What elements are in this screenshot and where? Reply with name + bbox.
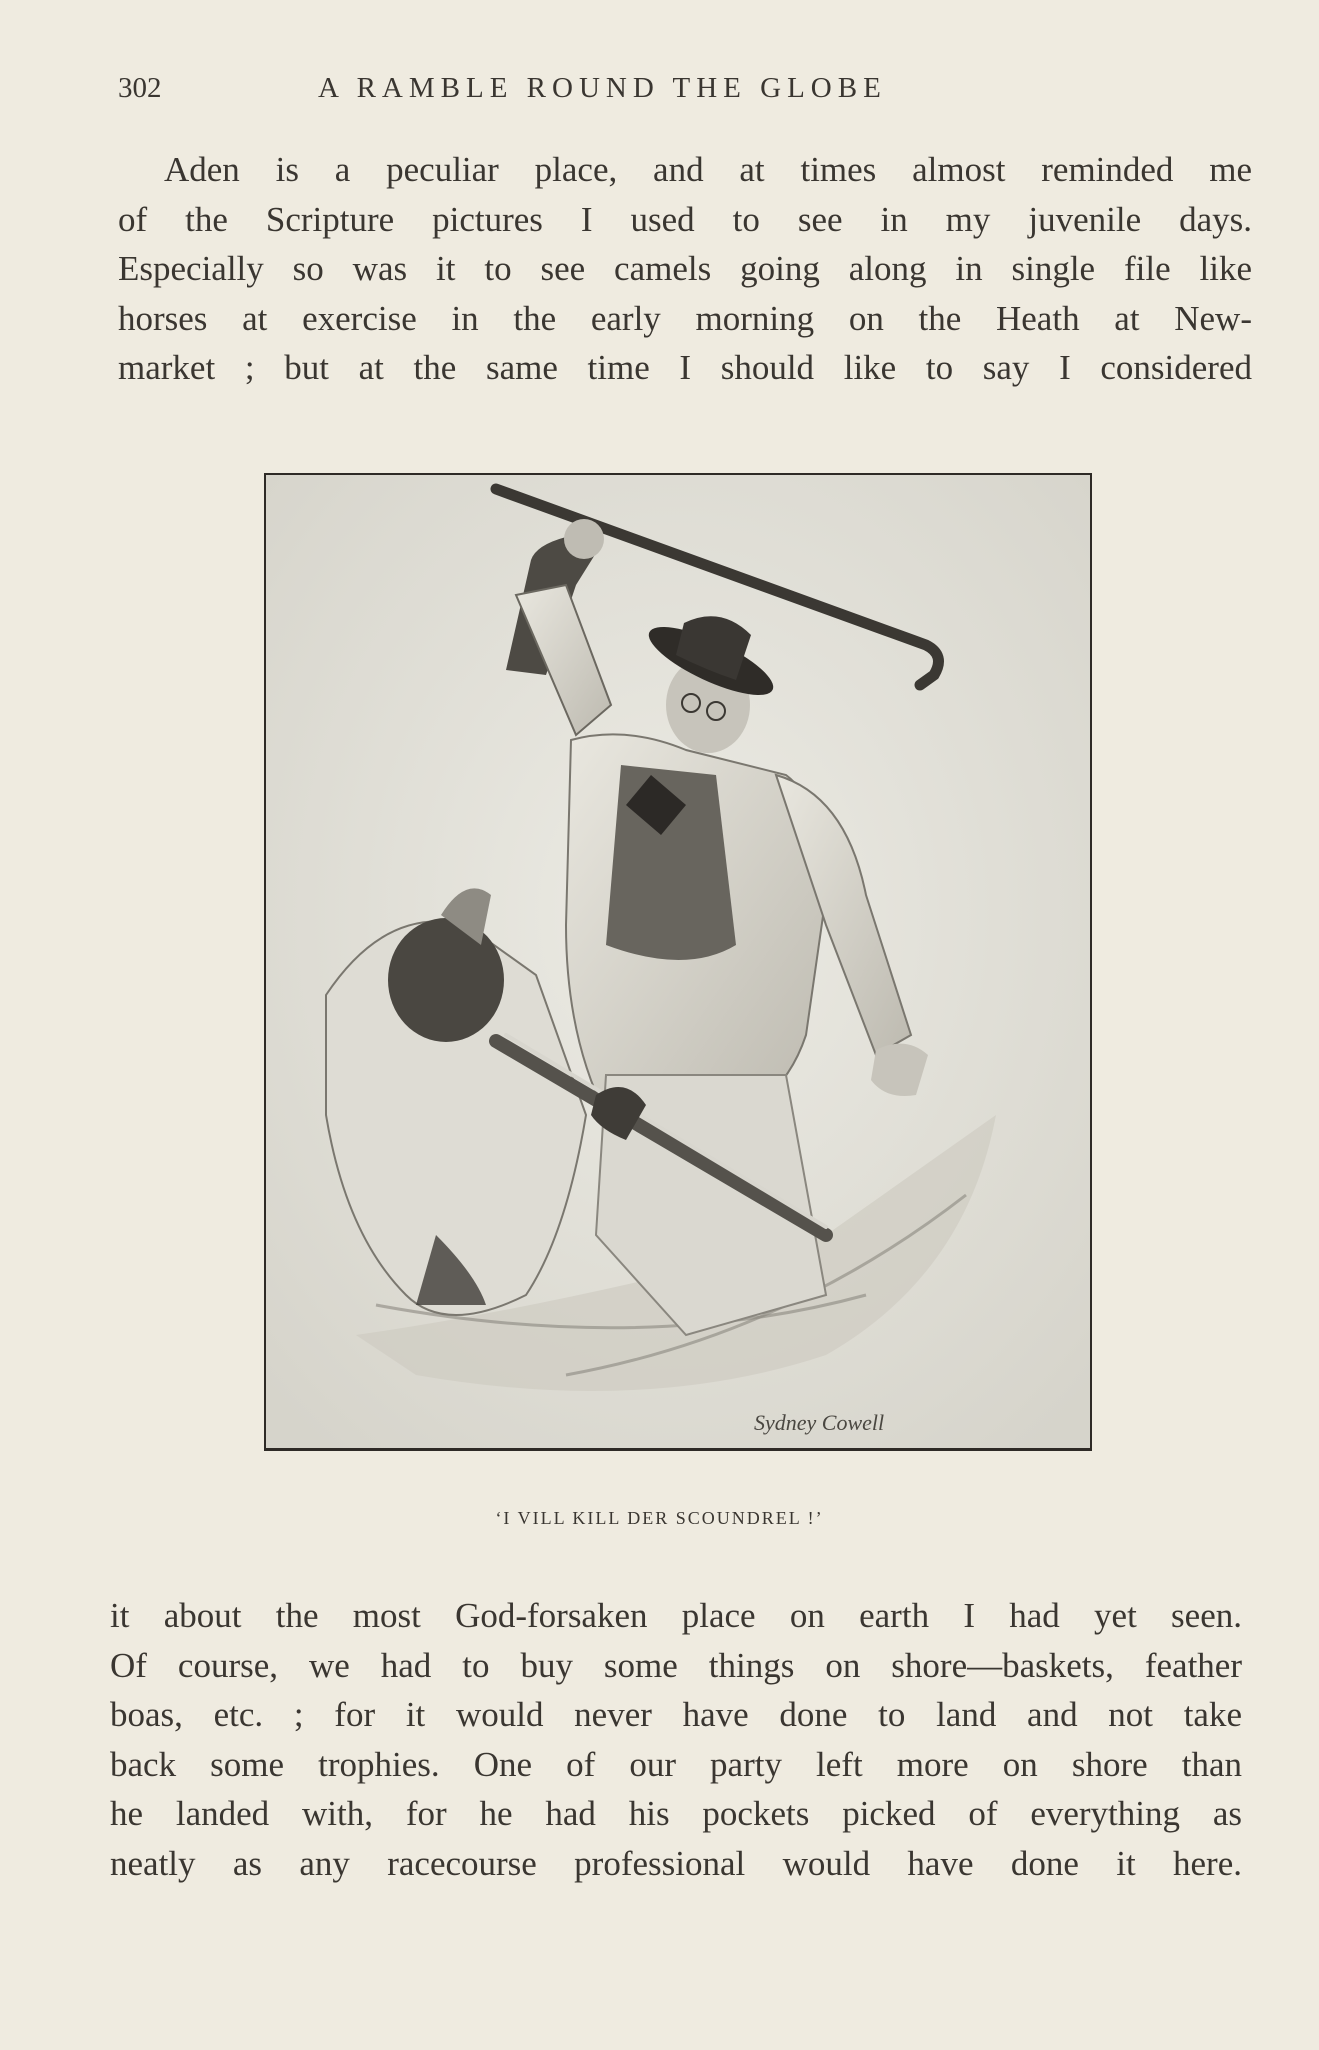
text-line: he landed with, for he had his pockets picked of everything as: [110, 1794, 1242, 1834]
text-line: of the Scripture pictures I used to see in my juvenile days.: [118, 199, 1252, 239]
illustration-signature: Sydney Cowell: [754, 1410, 885, 1435]
figure-caption: ‘I VILL KILL DER SCOUNDREL !’: [495, 1508, 824, 1528]
text-line: neatly as any racecourse professional would have done it here.: [110, 1843, 1242, 1883]
running-title: A RAMBLE ROUND THE GLOBE: [318, 72, 887, 104]
text-line: it about the most God-forsaken place on earth I had yet seen.: [110, 1596, 1242, 1635]
page-number: 302: [118, 72, 162, 104]
paragraph-bottom: [110, 1591, 1242, 1889]
paragraph-top: [118, 145, 1252, 393]
text-line: horses at exercise in the early morning on the Heath at New-: [118, 298, 1252, 338]
illustration: [264, 473, 1092, 1451]
text-line: boas, etc. ; for it would never have done to land and not take: [110, 1695, 1242, 1735]
text-line: Especially so was it to see camels going along in single file like: [118, 249, 1252, 289]
text-line: Of course, we had to buy some things on shore—baskets, feather: [110, 1645, 1242, 1685]
illustration-drawing: [266, 475, 1090, 1448]
text-line: back some trophies. One of our party left more on shore than: [110, 1744, 1242, 1784]
text-line: market ; but at the same time I should like to say I considered: [118, 348, 1252, 388]
text-line: Aden is a peculiar place, and at times almost reminded me: [164, 150, 1252, 189]
running-head: [118, 72, 1218, 112]
